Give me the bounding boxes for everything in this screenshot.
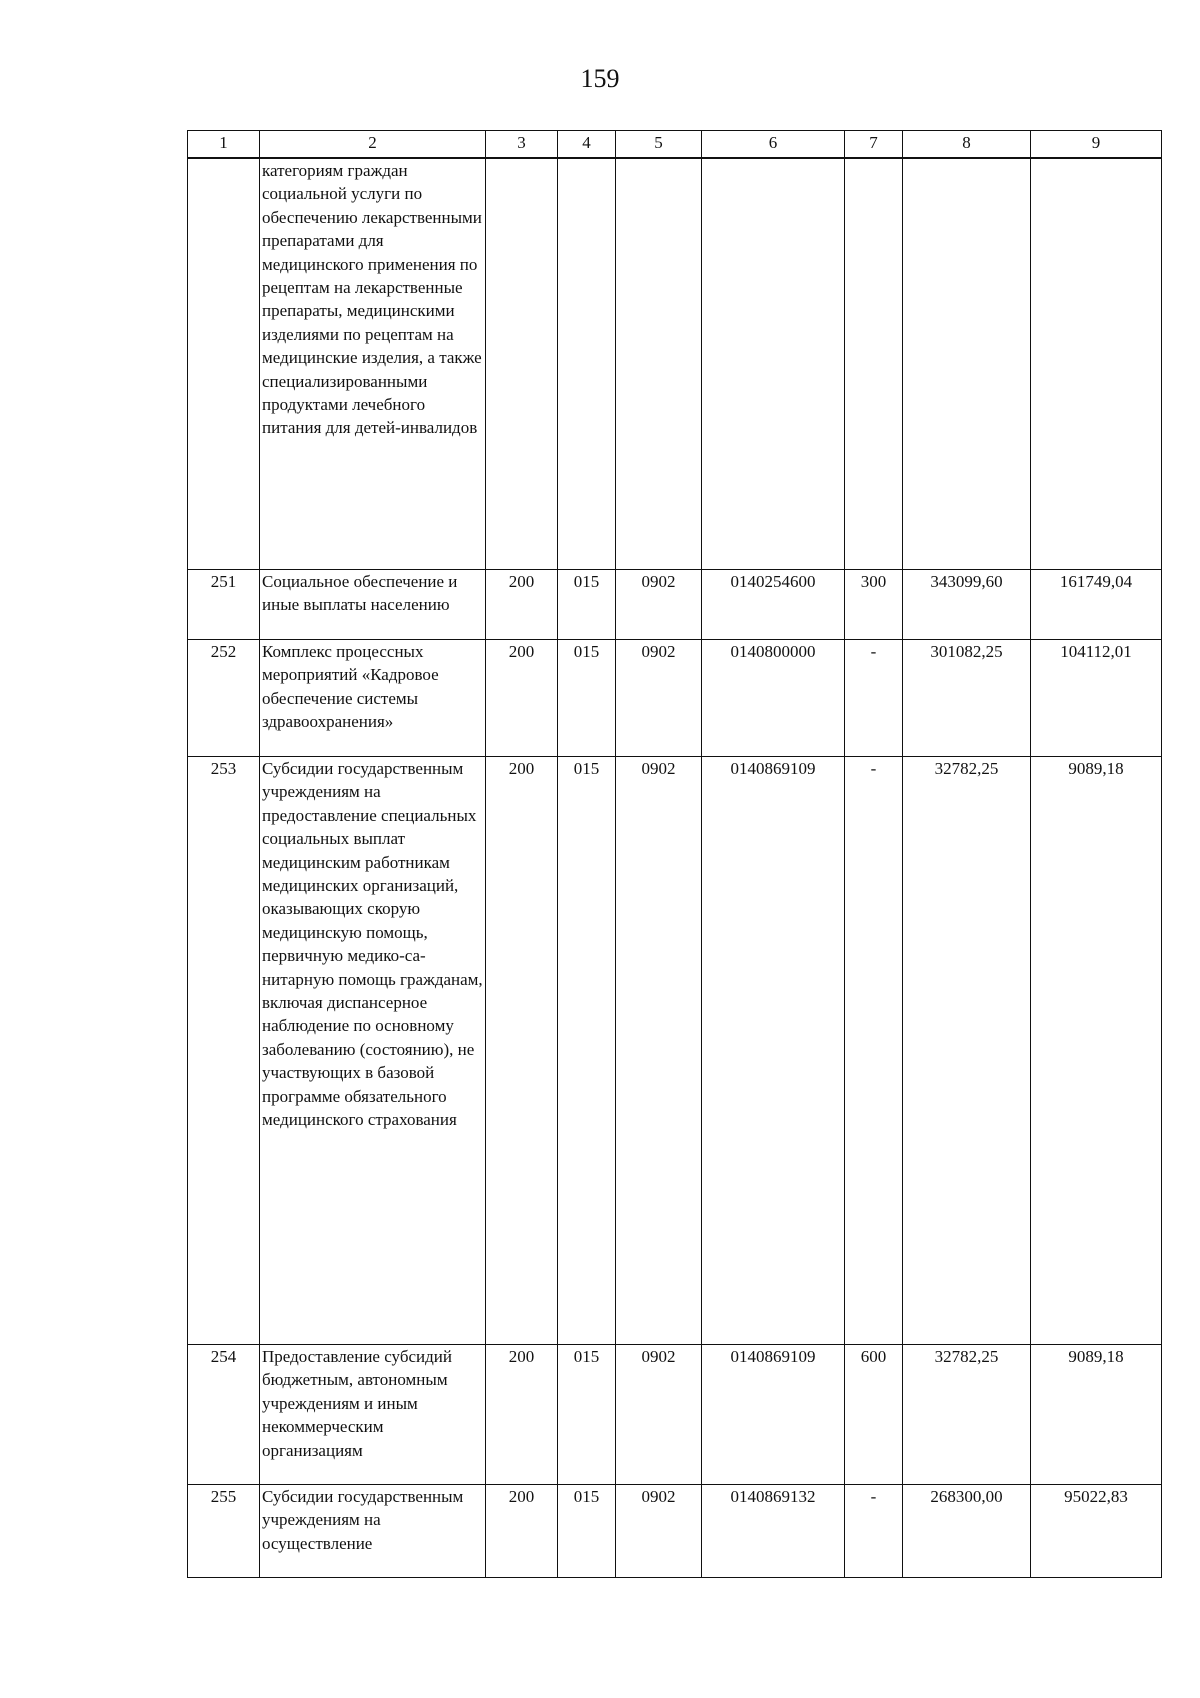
header-cell-5: 5	[616, 131, 702, 159]
cell-c3	[486, 158, 558, 570]
cell-c9: 104112,01	[1031, 640, 1162, 757]
cell-c6	[702, 158, 845, 570]
cell-c8	[903, 158, 1031, 570]
cell-c6: 0140800000	[702, 640, 845, 757]
cell-c8: 268300,00	[903, 1485, 1031, 1578]
cell-c4	[558, 158, 616, 570]
cell-c3: 200	[486, 570, 558, 640]
cell-c9: 9089,18	[1031, 757, 1162, 1345]
table-row	[188, 640, 1162, 757]
cell-no: 255	[188, 1485, 260, 1578]
cell-c6: 0140869109	[702, 1345, 845, 1485]
cell-c3: 200	[486, 640, 558, 757]
cell-name: Социальное обеспечение и иные выплаты населению	[260, 570, 486, 640]
cell-c3: 200	[486, 1485, 558, 1578]
cell-no	[188, 158, 260, 570]
cell-c4: 015	[558, 1485, 616, 1578]
cell-c3: 200	[486, 757, 558, 1345]
header-cell-2: 2	[260, 131, 486, 159]
table-row	[188, 1345, 1162, 1485]
cell-c7: -	[845, 640, 903, 757]
cell-c7: 600	[845, 1345, 903, 1485]
header-cell-4: 4	[558, 131, 616, 159]
cell-c8: 301082,25	[903, 640, 1031, 757]
cell-c4: 015	[558, 757, 616, 1345]
header-cell-7: 7	[845, 131, 903, 159]
cell-name: Предоставление субсидий бюджетным, автономным учреждениям и иным некоммерческим организациям	[260, 1345, 486, 1485]
table-row	[188, 570, 1162, 640]
cell-c7	[845, 158, 903, 570]
cell-c9: 9089,18	[1031, 1345, 1162, 1485]
table-row	[188, 757, 1162, 1345]
cell-c4: 015	[558, 1345, 616, 1485]
budget-table	[187, 130, 1162, 1578]
cell-no: 251	[188, 570, 260, 640]
page-number: 159	[580, 64, 620, 93]
cell-name: Комплекс процессных мероприятий «Кадровое обеспечение системы здравоохранения»	[260, 640, 486, 757]
cell-c6: 0140869109	[702, 757, 845, 1345]
cell-c5: 0902	[616, 570, 702, 640]
cell-c4: 015	[558, 570, 616, 640]
cell-c5: 0902	[616, 757, 702, 1345]
cell-c3: 200	[486, 1345, 558, 1485]
cell-c9: 161749,04	[1031, 570, 1162, 640]
cell-c5	[616, 158, 702, 570]
table-row	[188, 1485, 1162, 1578]
cell-c9: 95022,83	[1031, 1485, 1162, 1578]
cell-name: категориям граждан социальной услуги по обеспечению лекарственными препаратами для медицинского применения по рецептам на лекарственные препараты, медицинскими изделиями по рецептам на медицинские изделия, а также специализированными продуктами лечебного питания для детей-инвалидов	[260, 158, 486, 570]
cell-c9	[1031, 158, 1162, 570]
cell-c7: -	[845, 1485, 903, 1578]
cell-no: 253	[188, 757, 260, 1345]
header-cell-9: 9	[1031, 131, 1162, 159]
cell-c5: 0902	[616, 640, 702, 757]
table-row-continuation	[188, 158, 1162, 570]
header-row	[188, 131, 1162, 159]
cell-no: 252	[188, 640, 260, 757]
header-cell-6: 6	[702, 131, 845, 159]
cell-c5: 0902	[616, 1485, 702, 1578]
cell-c6: 0140869132	[702, 1485, 845, 1578]
cell-name: Субсидии государственным учреждениям на предоставление специальных социальных выплат медицинским работникам медицинских организаций, оказывающих скорую медицинскую помощь, первичную медико-са- нитарную помощь гражданам, включая диспансерное наблюдение по основному заболеванию (состоянию), не участвующих в базовой программе обязательного медицинского страхования	[260, 757, 486, 1345]
cell-c7: 300	[845, 570, 903, 640]
cell-name: Субсидии государственным учреждениям на осуществление	[260, 1485, 486, 1578]
cell-c6: 0140254600	[702, 570, 845, 640]
header-cell-8: 8	[903, 131, 1031, 159]
header-cell-1: 1	[188, 131, 260, 159]
cell-c7: -	[845, 757, 903, 1345]
cell-c8: 32782,25	[903, 1345, 1031, 1485]
cell-c4: 015	[558, 640, 616, 757]
cell-c8: 343099,60	[903, 570, 1031, 640]
cell-c8: 32782,25	[903, 757, 1031, 1345]
header-cell-3: 3	[486, 131, 558, 159]
cell-c5: 0902	[616, 1345, 702, 1485]
cell-no: 254	[188, 1345, 260, 1485]
